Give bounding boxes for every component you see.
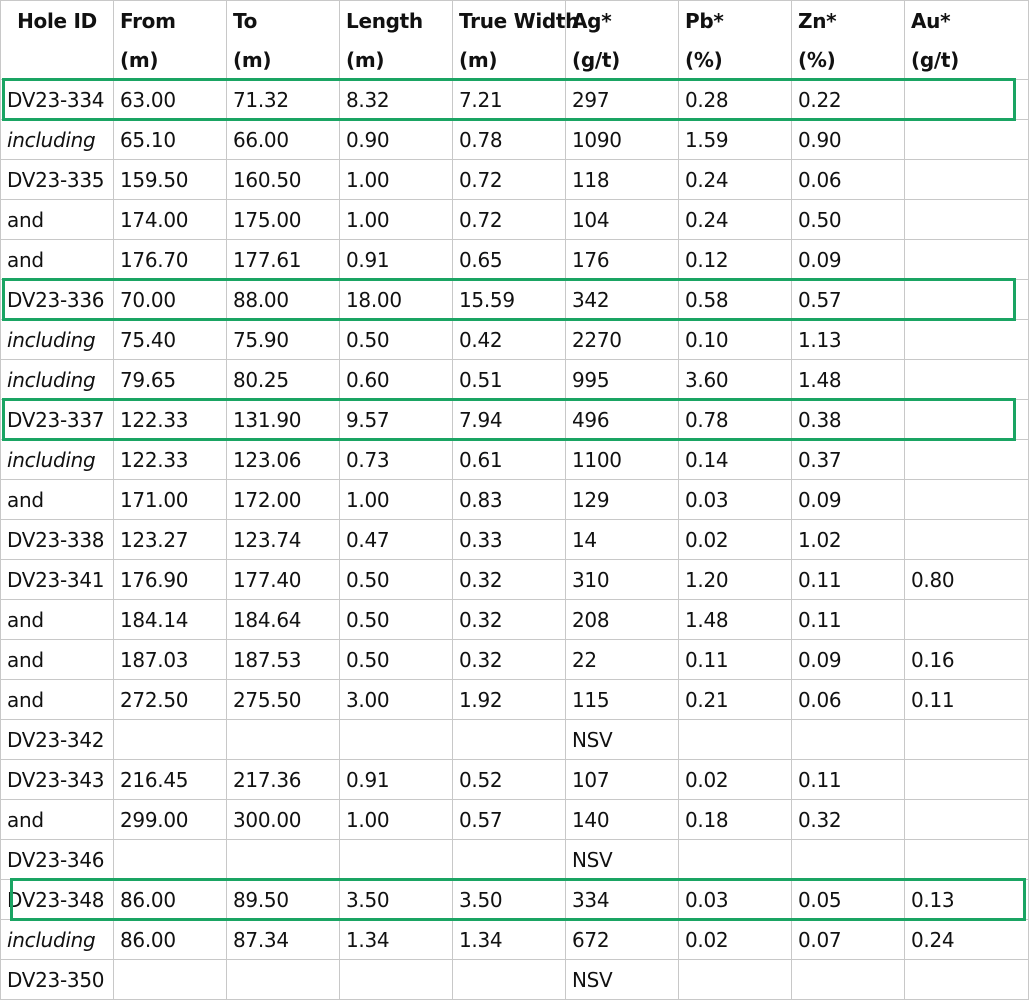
unit-zn: (%) xyxy=(792,40,905,80)
cell-true-width: 0.33 xyxy=(453,520,566,560)
cell-hole-id: DV23-337 xyxy=(1,400,114,440)
col-header-pb: Pb* xyxy=(679,1,792,41)
cell-pb xyxy=(679,840,792,880)
cell-length: 1.34 xyxy=(340,920,453,960)
cell-au: 0.24 xyxy=(905,920,1029,960)
table-row xyxy=(1,680,1029,720)
cell-pb: 0.21 xyxy=(679,680,792,720)
cell-from: 86.00 xyxy=(114,920,227,960)
col-header-from: From xyxy=(114,1,227,41)
cell-au xyxy=(905,240,1029,280)
cell-true-width: 0.42 xyxy=(453,320,566,360)
cell-au xyxy=(905,400,1029,440)
table-row xyxy=(1,160,1029,200)
cell-length: 3.50 xyxy=(340,880,453,920)
cell-hole-id: DV23-350 xyxy=(1,960,114,1000)
table-row xyxy=(1,720,1029,760)
cell-to: 300.00 xyxy=(227,800,340,840)
cell-ag: 22 xyxy=(566,640,679,680)
cell-from: 176.90 xyxy=(114,560,227,600)
cell-from: 122.33 xyxy=(114,400,227,440)
cell-au: 0.13 xyxy=(905,880,1029,920)
cell-pb: 0.02 xyxy=(679,520,792,560)
cell-true-width: 0.57 xyxy=(453,800,566,840)
cell-au xyxy=(905,760,1029,800)
cell-true-width: 3.50 xyxy=(453,880,566,920)
col-header-zn: Zn* xyxy=(792,1,905,41)
cell-to: 175.00 xyxy=(227,200,340,240)
cell-zn: 0.38 xyxy=(792,400,905,440)
cell-zn: 0.37 xyxy=(792,440,905,480)
cell-pb: 0.03 xyxy=(679,480,792,520)
col-header-true-width: True Width xyxy=(453,1,566,41)
cell-hole-id: DV23-343 xyxy=(1,760,114,800)
table-header xyxy=(1,1,1029,80)
cell-to: 71.32 xyxy=(227,80,340,120)
table-row xyxy=(1,840,1029,880)
cell-from: 122.33 xyxy=(114,440,227,480)
cell-length: 1.00 xyxy=(340,160,453,200)
cell-hole-id: including xyxy=(1,440,114,480)
cell-length xyxy=(340,840,453,880)
unit-ag: (g/t) xyxy=(566,40,679,80)
cell-to: 123.06 xyxy=(227,440,340,480)
cell-au xyxy=(905,600,1029,640)
table-row xyxy=(1,120,1029,160)
cell-to: 177.40 xyxy=(227,560,340,600)
cell-zn: 0.22 xyxy=(792,80,905,120)
unit-true-width: (m) xyxy=(453,40,566,80)
cell-length xyxy=(340,960,453,1000)
cell-ag: NSV xyxy=(566,840,679,880)
col-header-length: Length xyxy=(340,1,453,41)
cell-au: 0.80 xyxy=(905,560,1029,600)
col-header-au: Au* xyxy=(905,1,1029,41)
cell-true-width: 0.72 xyxy=(453,200,566,240)
table-row xyxy=(1,600,1029,640)
cell-to: 88.00 xyxy=(227,280,340,320)
cell-to: 66.00 xyxy=(227,120,340,160)
cell-zn: 0.32 xyxy=(792,800,905,840)
col-header-to: To xyxy=(227,1,340,41)
cell-from: 174.00 xyxy=(114,200,227,240)
cell-ag: 176 xyxy=(566,240,679,280)
cell-to: 275.50 xyxy=(227,680,340,720)
cell-pb: 3.60 xyxy=(679,360,792,400)
cell-ag: 672 xyxy=(566,920,679,960)
cell-length: 0.90 xyxy=(340,120,453,160)
cell-from: 187.03 xyxy=(114,640,227,680)
cell-true-width: 7.94 xyxy=(453,400,566,440)
cell-pb: 0.24 xyxy=(679,160,792,200)
cell-zn: 1.02 xyxy=(792,520,905,560)
cell-from: 272.50 xyxy=(114,680,227,720)
cell-hole-id: DV23-348 xyxy=(1,880,114,920)
cell-hole-id: including xyxy=(1,120,114,160)
cell-hole-id: and xyxy=(1,800,114,840)
cell-true-width: 0.32 xyxy=(453,640,566,680)
table-row xyxy=(1,360,1029,400)
cell-au xyxy=(905,280,1029,320)
cell-length: 18.00 xyxy=(340,280,453,320)
cell-true-width: 0.51 xyxy=(453,360,566,400)
cell-ag: 104 xyxy=(566,200,679,240)
cell-to xyxy=(227,960,340,1000)
cell-hole-id: and xyxy=(1,600,114,640)
cell-length: 3.00 xyxy=(340,680,453,720)
cell-from: 79.65 xyxy=(114,360,227,400)
cell-length: 1.00 xyxy=(340,480,453,520)
cell-true-width: 1.34 xyxy=(453,920,566,960)
cell-to: 87.34 xyxy=(227,920,340,960)
cell-from: 65.10 xyxy=(114,120,227,160)
cell-true-width: 0.83 xyxy=(453,480,566,520)
cell-au xyxy=(905,360,1029,400)
cell-zn: 1.13 xyxy=(792,320,905,360)
cell-from: 299.00 xyxy=(114,800,227,840)
cell-true-width xyxy=(453,960,566,1000)
cell-zn: 0.06 xyxy=(792,680,905,720)
cell-au: 0.16 xyxy=(905,640,1029,680)
cell-from xyxy=(114,840,227,880)
cell-length: 0.73 xyxy=(340,440,453,480)
cell-hole-id: DV23-335 xyxy=(1,160,114,200)
cell-hole-id: and xyxy=(1,200,114,240)
cell-hole-id: DV23-341 xyxy=(1,560,114,600)
cell-zn: 0.90 xyxy=(792,120,905,160)
cell-to: 75.90 xyxy=(227,320,340,360)
cell-pb: 0.24 xyxy=(679,200,792,240)
table-row xyxy=(1,880,1029,920)
table-row xyxy=(1,320,1029,360)
cell-length: 0.50 xyxy=(340,560,453,600)
cell-from: 75.40 xyxy=(114,320,227,360)
cell-from: 216.45 xyxy=(114,760,227,800)
cell-true-width xyxy=(453,840,566,880)
cell-to: 123.74 xyxy=(227,520,340,560)
cell-from: 123.27 xyxy=(114,520,227,560)
cell-ag: 310 xyxy=(566,560,679,600)
cell-pb: 0.12 xyxy=(679,240,792,280)
table-row xyxy=(1,760,1029,800)
cell-to: 172.00 xyxy=(227,480,340,520)
cell-true-width: 0.52 xyxy=(453,760,566,800)
cell-pb: 0.28 xyxy=(679,80,792,120)
cell-pb: 0.58 xyxy=(679,280,792,320)
cell-to: 89.50 xyxy=(227,880,340,920)
cell-ag: 140 xyxy=(566,800,679,840)
cell-length: 1.00 xyxy=(340,800,453,840)
header-row-titles xyxy=(1,1,1029,41)
table-row xyxy=(1,440,1029,480)
cell-length: 0.47 xyxy=(340,520,453,560)
cell-hole-id: and xyxy=(1,640,114,680)
header-row-units xyxy=(1,40,1029,80)
cell-length: 0.50 xyxy=(340,640,453,680)
cell-pb: 1.59 xyxy=(679,120,792,160)
cell-au xyxy=(905,520,1029,560)
cell-to: 184.64 xyxy=(227,600,340,640)
cell-from xyxy=(114,720,227,760)
cell-ag: 1090 xyxy=(566,120,679,160)
cell-hole-id: and xyxy=(1,480,114,520)
cell-pb xyxy=(679,720,792,760)
cell-au: 0.11 xyxy=(905,680,1029,720)
cell-hole-id: and xyxy=(1,680,114,720)
cell-from: 171.00 xyxy=(114,480,227,520)
unit-au: (g/t) xyxy=(905,40,1029,80)
cell-pb: 0.10 xyxy=(679,320,792,360)
cell-pb: 0.14 xyxy=(679,440,792,480)
cell-au xyxy=(905,320,1029,360)
cell-true-width: 0.32 xyxy=(453,560,566,600)
cell-pb xyxy=(679,960,792,1000)
unit-to: (m) xyxy=(227,40,340,80)
cell-au xyxy=(905,800,1029,840)
cell-zn xyxy=(792,840,905,880)
table-row xyxy=(1,960,1029,1000)
cell-hole-id: including xyxy=(1,320,114,360)
cell-from: 159.50 xyxy=(114,160,227,200)
table-row xyxy=(1,200,1029,240)
cell-to: 177.61 xyxy=(227,240,340,280)
unit-from: (m) xyxy=(114,40,227,80)
cell-length: 1.00 xyxy=(340,200,453,240)
cell-ag: NSV xyxy=(566,720,679,760)
cell-to xyxy=(227,720,340,760)
cell-ag: 14 xyxy=(566,520,679,560)
cell-ag: 334 xyxy=(566,880,679,920)
table-row xyxy=(1,480,1029,520)
cell-zn: 0.11 xyxy=(792,560,905,600)
cell-au xyxy=(905,160,1029,200)
unit-length: (m) xyxy=(340,40,453,80)
cell-hole-id: and xyxy=(1,240,114,280)
cell-length: 0.50 xyxy=(340,320,453,360)
table-row xyxy=(1,920,1029,960)
cell-zn xyxy=(792,960,905,1000)
cell-pb: 0.03 xyxy=(679,880,792,920)
cell-pb: 0.78 xyxy=(679,400,792,440)
cell-to: 160.50 xyxy=(227,160,340,200)
cell-from: 86.00 xyxy=(114,880,227,920)
col-header-hole-id: Hole ID xyxy=(1,1,114,41)
cell-ag: 115 xyxy=(566,680,679,720)
cell-ag: NSV xyxy=(566,960,679,1000)
cell-ag: 995 xyxy=(566,360,679,400)
cell-zn: 0.11 xyxy=(792,600,905,640)
cell-true-width: 7.21 xyxy=(453,80,566,120)
cell-pb: 0.02 xyxy=(679,920,792,960)
cell-true-width: 1.92 xyxy=(453,680,566,720)
cell-zn: 0.11 xyxy=(792,760,905,800)
cell-zn: 0.05 xyxy=(792,880,905,920)
cell-au xyxy=(905,80,1029,120)
cell-from: 184.14 xyxy=(114,600,227,640)
cell-true-width: 0.78 xyxy=(453,120,566,160)
cell-zn: 0.07 xyxy=(792,920,905,960)
cell-au xyxy=(905,840,1029,880)
cell-hole-id: including xyxy=(1,360,114,400)
cell-zn: 0.50 xyxy=(792,200,905,240)
unit-hole-id xyxy=(1,40,114,80)
cell-length: 0.50 xyxy=(340,600,453,640)
cell-zn xyxy=(792,720,905,760)
cell-pb: 1.20 xyxy=(679,560,792,600)
cell-ag: 496 xyxy=(566,400,679,440)
cell-true-width xyxy=(453,720,566,760)
cell-au xyxy=(905,960,1029,1000)
cell-to: 131.90 xyxy=(227,400,340,440)
table-row xyxy=(1,640,1029,680)
cell-true-width: 0.72 xyxy=(453,160,566,200)
cell-zn: 0.09 xyxy=(792,480,905,520)
cell-length: 0.91 xyxy=(340,240,453,280)
cell-true-width: 0.32 xyxy=(453,600,566,640)
cell-zn: 0.06 xyxy=(792,160,905,200)
cell-true-width: 0.65 xyxy=(453,240,566,280)
cell-zn: 1.48 xyxy=(792,360,905,400)
cell-pb: 0.18 xyxy=(679,800,792,840)
cell-length: 0.60 xyxy=(340,360,453,400)
cell-pb: 1.48 xyxy=(679,600,792,640)
cell-from: 70.00 xyxy=(114,280,227,320)
cell-ag: 1100 xyxy=(566,440,679,480)
cell-ag: 208 xyxy=(566,600,679,640)
cell-hole-id: DV23-336 xyxy=(1,280,114,320)
cell-true-width: 0.61 xyxy=(453,440,566,480)
cell-au xyxy=(905,720,1029,760)
cell-ag: 297 xyxy=(566,80,679,120)
cell-hole-id: DV23-338 xyxy=(1,520,114,560)
cell-pb: 0.11 xyxy=(679,640,792,680)
table-row xyxy=(1,240,1029,280)
cell-hole-id: including xyxy=(1,920,114,960)
cell-length: 9.57 xyxy=(340,400,453,440)
col-header-ag: Ag* xyxy=(566,1,679,41)
cell-length xyxy=(340,720,453,760)
cell-to: 217.36 xyxy=(227,760,340,800)
unit-pb: (%) xyxy=(679,40,792,80)
cell-length: 8.32 xyxy=(340,80,453,120)
cell-to: 80.25 xyxy=(227,360,340,400)
cell-pb: 0.02 xyxy=(679,760,792,800)
table-row xyxy=(1,80,1029,120)
cell-hole-id: DV23-342 xyxy=(1,720,114,760)
cell-au xyxy=(905,120,1029,160)
cell-zn: 0.57 xyxy=(792,280,905,320)
table-row xyxy=(1,520,1029,560)
cell-au xyxy=(905,480,1029,520)
cell-to: 187.53 xyxy=(227,640,340,680)
cell-ag: 129 xyxy=(566,480,679,520)
table-row xyxy=(1,800,1029,840)
table-row xyxy=(1,400,1029,440)
cell-from: 176.70 xyxy=(114,240,227,280)
cell-from: 63.00 xyxy=(114,80,227,120)
cell-ag: 342 xyxy=(566,280,679,320)
cell-zn: 0.09 xyxy=(792,640,905,680)
table-row xyxy=(1,560,1029,600)
cell-au xyxy=(905,200,1029,240)
cell-from xyxy=(114,960,227,1000)
cell-ag: 2270 xyxy=(566,320,679,360)
cell-ag: 107 xyxy=(566,760,679,800)
cell-zn: 0.09 xyxy=(792,240,905,280)
cell-hole-id: DV23-334 xyxy=(1,80,114,120)
table-row xyxy=(1,280,1029,320)
cell-au xyxy=(905,440,1029,480)
cell-to xyxy=(227,840,340,880)
cell-ag: 118 xyxy=(566,160,679,200)
cell-hole-id: DV23-346 xyxy=(1,840,114,880)
cell-true-width: 15.59 xyxy=(453,280,566,320)
table-body xyxy=(1,80,1029,1000)
cell-length: 0.91 xyxy=(340,760,453,800)
